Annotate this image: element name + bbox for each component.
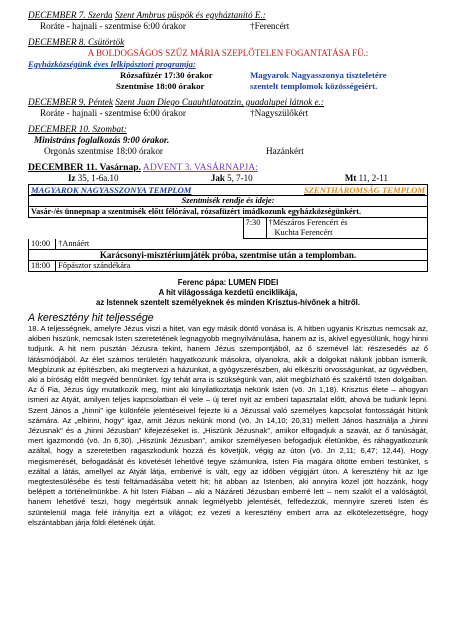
day-saint: Szent Ambrus püspök és egyháztanító E.: [114,10,266,20]
sunday-title: ADVENT 3. VASÁRNAPJA: [142,162,258,173]
page [28,10,428,528]
confession-note: Vasár-/és ünnepnap a szentmisék előtt félórával, rózsafüzért imádkozunk egyházközségünkért. [29,207,428,218]
quote-line-1: Ferenc pápa: LUMEN FIDEI [177,278,279,287]
church-right: SZENTHÁROMSÁG TEMPLOM [303,185,425,195]
quote-line-3: az Istennek szentelt személyeknek és minden Krisztus-hívőnek a hitről. [96,298,360,307]
readings [28,173,428,184]
rosary-time: Rózsafüzér 17:30 órakor [120,70,213,80]
encyclical-quote [28,278,428,308]
mass-time: Szentmise 18:00 órakor [116,81,205,91]
day-dec11 [28,162,428,173]
reading-1: Iz 35, 1-6a.10 [68,173,119,183]
schedule-time: 18:00 [31,261,56,271]
rehearsal-note: Karácsonyi-misztériumjáték próba, szentmise után a templomban. [29,250,428,261]
mass-row [28,21,428,32]
reading-3: Mt 11, 2-11 [344,173,388,183]
schedule-intention: †Mészáros Ferencért és Kuchta Ferencért [266,218,428,239]
schedule-time: 10:00 [31,239,56,249]
section-title: A keresztény hit teljessége [28,312,154,324]
program-row-2 [28,81,428,92]
mass-time: Orgonás szentmise 18:00 órakor [44,146,163,156]
church-header-row [29,185,428,196]
section-body: 18. A teljességnek, amelyre Jézus viszi a hitet, van egy másik döntő vonása is. A hitben ugyanis Krisztus nemcsak az, akiben hiszünk, nemcsak Isten szeretetének legnagyobb megnyilvánulása, hanem az is, akivel egyesülünk, hogy hinni tudjunk. A hit nem pusztán Jézusra tekint, hanem Jézus szempontjából, az ő szemével lát: részesedés az ő látásmódjából. Az élet számos területén hagyatkozunk másokra, olyanokra, akik a dolgokat nálunk jobban ismerik. Megbízunk az építészben, aki megtervezi a házunkat, a gyógyszerészben, aki elkészíti orvosságunkat, az ügyvédben, aki a bíróság előtt megvéd bennünket. Így tehát arra is szükségünk van, akit megbízható és szakértő Isten dolgaiban. Az ő Fia, Jézus úgy mutatkozik meg, mint aki kinyilatkoztatja nekünk Isten (vö. Jn 1,18). Krisztus élete – ahogyan ismeri az Atyát, amilyen teljes kapcsolatban él vele – új teret nyit az emberi tapasztalat előtt, ahová be tudunk lépni. Szent János a „hinni” ige különféle jelentéseivel fejezte ki a Jézussal való személyes kapcsolat fontosságát hitünk számára. Az „elhinni, hogy” igaz, amit Jézus nekünk mond (vö. Jn 14,10; 20,31) mellett János használja a „hinni Jézusnak” és a „hinni Jézusban” kifejezéseket is. „Hiszünk Jézusnak”, amikor elfogadjuk a szavát, az ő tanúságát, mert igazmondó (vö. Jn 6,30). „Hiszünk Jézusban”, amikor személyesen befogadjuk életünkbe, és ráhagyatkozunk azáltal, hogy a szeretetben ragaszkodunk hozzá és követjük, végig az úton (vö. Jn 2,11; 6,47; 12,44). Hogy megismerését, befogadását és követését lehetővé tegye számunkra, Isten Fia magára öltötte emberi testünket, s ezáltal a látás, amellyel az Atyát látja, emberivé is vált, egy az időben végigjárt úton. A keresztény hit az Ige megtestesülésébe és testi feltámadásába vetett hit; hit abban az Istenben, aki annyira közel jött hozzánk, hogy belépett a történelmünkbe. A hit Isten Fiában – aki a Názáreti Jézusban emberré lett – nem szakít el a valóságtól, hanem lehetővé teszi, hogy megértsük annak legmélyebb jelentését, felfedezzük, mennyire szereti Isten és szüntelenül maga felé irányítja ezt a világot; ez vezeti a keresztény embert arra az elkötelezettségre, hogy elszántabban járja földi életének útját. [28,324,428,527]
schedule-order-title: Szentmisék rendje és ideje: [29,196,428,207]
mass-row [28,146,428,157]
day-header: DECEMBER 9. Péntek [28,97,113,107]
day-header: DECEMBER 8. Csütörtök [28,37,125,47]
reading-2: Jak 5, 7-10 [210,173,253,183]
mass-row [28,108,428,119]
program-title: Egyházközségünk éves lelkipásztori programja: [28,59,196,69]
mass-time: Roráte - hajnali - szentmise 6:00 órakor [40,21,186,31]
schedule-time: 7:30 [243,218,266,239]
church-left: MAGYAROK NAGYASSZONYA TEMPLOM [31,185,192,195]
program-note-1: Magyarok Nagyasszonya tiszteletére [250,70,387,80]
program-note-2: szentelt templomok közösségeiért. [250,81,378,91]
day-header: DECEMBER 10. Szombat: [28,124,127,134]
day-dec7 [28,10,428,21]
schedule-intention: †Annáért [58,239,90,248]
day-header: DECEMBER 7. Szerda [28,10,113,20]
mass-time: Roráte - hajnali - szentmise 6:00 órakor [40,108,186,118]
program-row-1 [28,70,428,81]
mass-intention: †Ferencért [250,21,290,31]
day-header: DECEMBER 11. Vasárnap. [28,162,142,173]
day-dec9 [28,97,428,108]
event-line: Ministráns foglalkozás 9:00 órakor. [34,135,170,145]
feast-title: A BOLDOGSÁGOS SZŰZ MÁRIA SZEPLŐTELEN FOGANTATÁSA FÜ.: [87,48,369,58]
schedule-intention: Főpásztor szándékára [58,261,131,270]
mass-intention: †Nagyszülőkért [250,108,309,118]
schedule-row [29,261,428,272]
quote-line-2: A hit világossága kezdetű enciklikája, [158,288,298,297]
mass-intention: Hazánkért [266,146,304,156]
schedule-row [29,239,428,250]
mass-schedule-table [28,184,428,272]
day-saint: Szent Juan Diego Cuauhtlatoatzin, guadalupei látnok e.: [115,97,324,107]
